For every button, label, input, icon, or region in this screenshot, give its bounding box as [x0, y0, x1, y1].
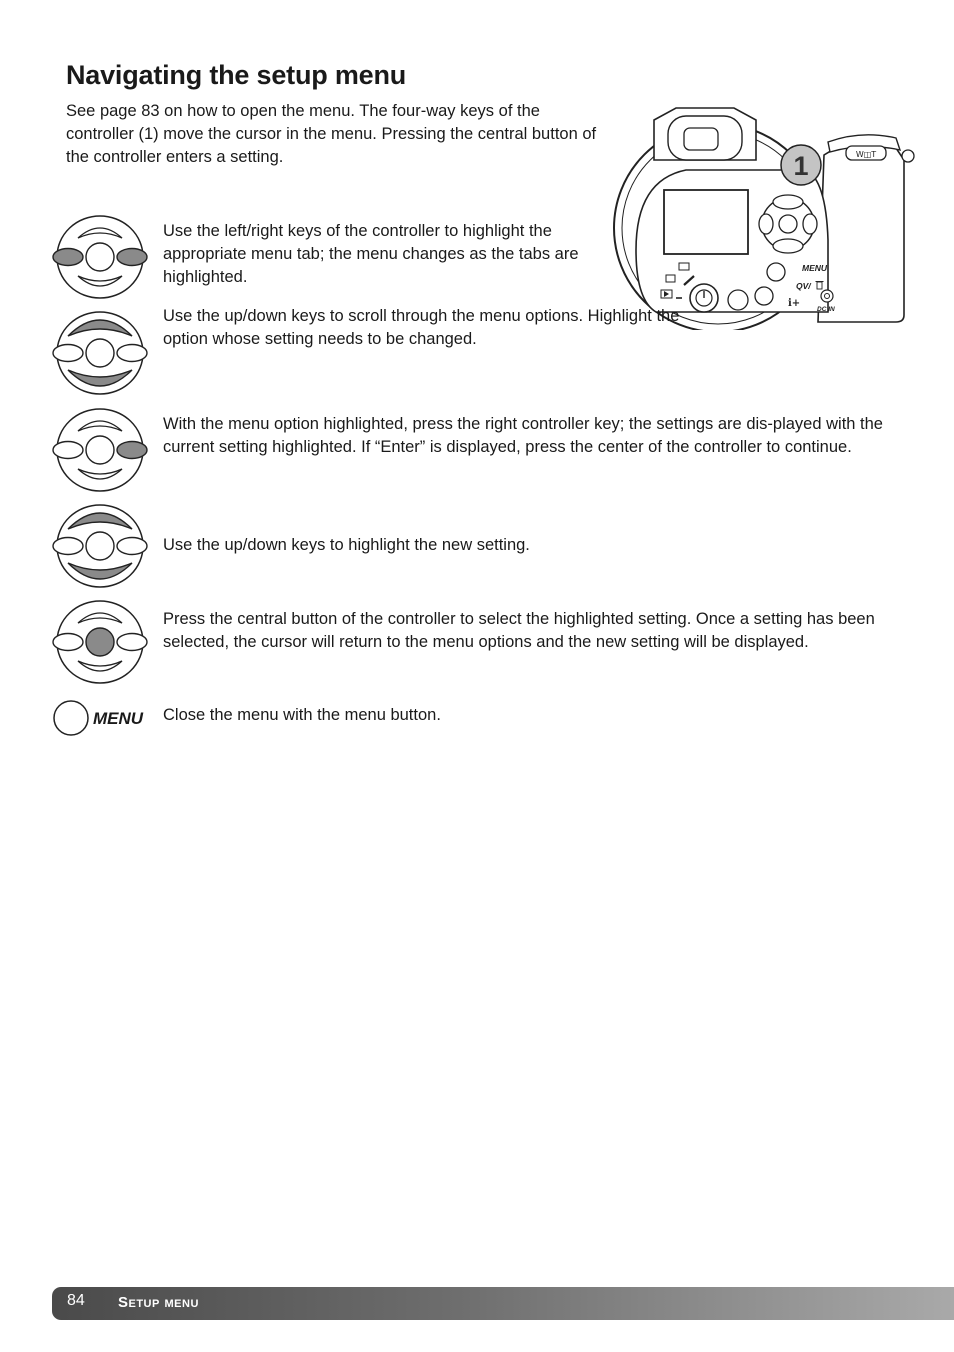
page-footer: [52, 1287, 954, 1320]
dc-in-label: DC IN: [817, 306, 835, 313]
controller-left-right-icon: [50, 212, 150, 302]
callout-number: 1: [793, 151, 809, 181]
page-title: Navigating the setup menu: [66, 60, 407, 90]
info-label: i+: [788, 298, 801, 309]
step-4-text: Use the up/down keys to highlight the new setting.: [163, 536, 530, 554]
page-number: 84: [67, 1292, 85, 1309]
menu-label: MENU: [802, 263, 828, 273]
controller-up-down-icon: [50, 501, 150, 591]
section-name: Setup menu: [118, 1294, 199, 1311]
trash-icon: [816, 282, 824, 290]
step-3-text: With the menu option highlighted, press the right controller key; the settings are dis-played with the current setting highlighted. If “Enter” is displayed, press the center of the controller to continue.: [163, 415, 883, 456]
menu-button-icon: [52, 698, 152, 738]
step-5-text: Press the central button of the controller to select the highlighted setting. Once a setting has been selected, the cursor will return to the menu options and the new setting will be displayed.: [163, 610, 875, 651]
zoom-label: W◫T: [855, 150, 877, 159]
menu-button-label: MENU: [93, 709, 144, 728]
step-1-text: Use the left/right keys of the controller to highlight the appropriate menu tab; the menu changes as the tabs are highlighted.: [163, 222, 579, 286]
camera-back-illustration: [606, 100, 916, 330]
intro-paragraph: See page 83 on how to open the menu. The four-way keys of the controller (1) move the cursor in the menu. Pressing the central button of the controller enters a setting.: [66, 102, 597, 166]
controller-center-icon: [50, 597, 150, 687]
controller-up-down-icon: [50, 308, 150, 398]
qv-label: QV/: [796, 281, 811, 291]
menu-step-text: Close the menu with the menu button.: [163, 706, 441, 724]
controller-right-icon: [50, 405, 150, 495]
step-2-text: Use the up/down keys to scroll through the menu options. Highlight the option whose setting needs to be changed.: [163, 307, 680, 348]
